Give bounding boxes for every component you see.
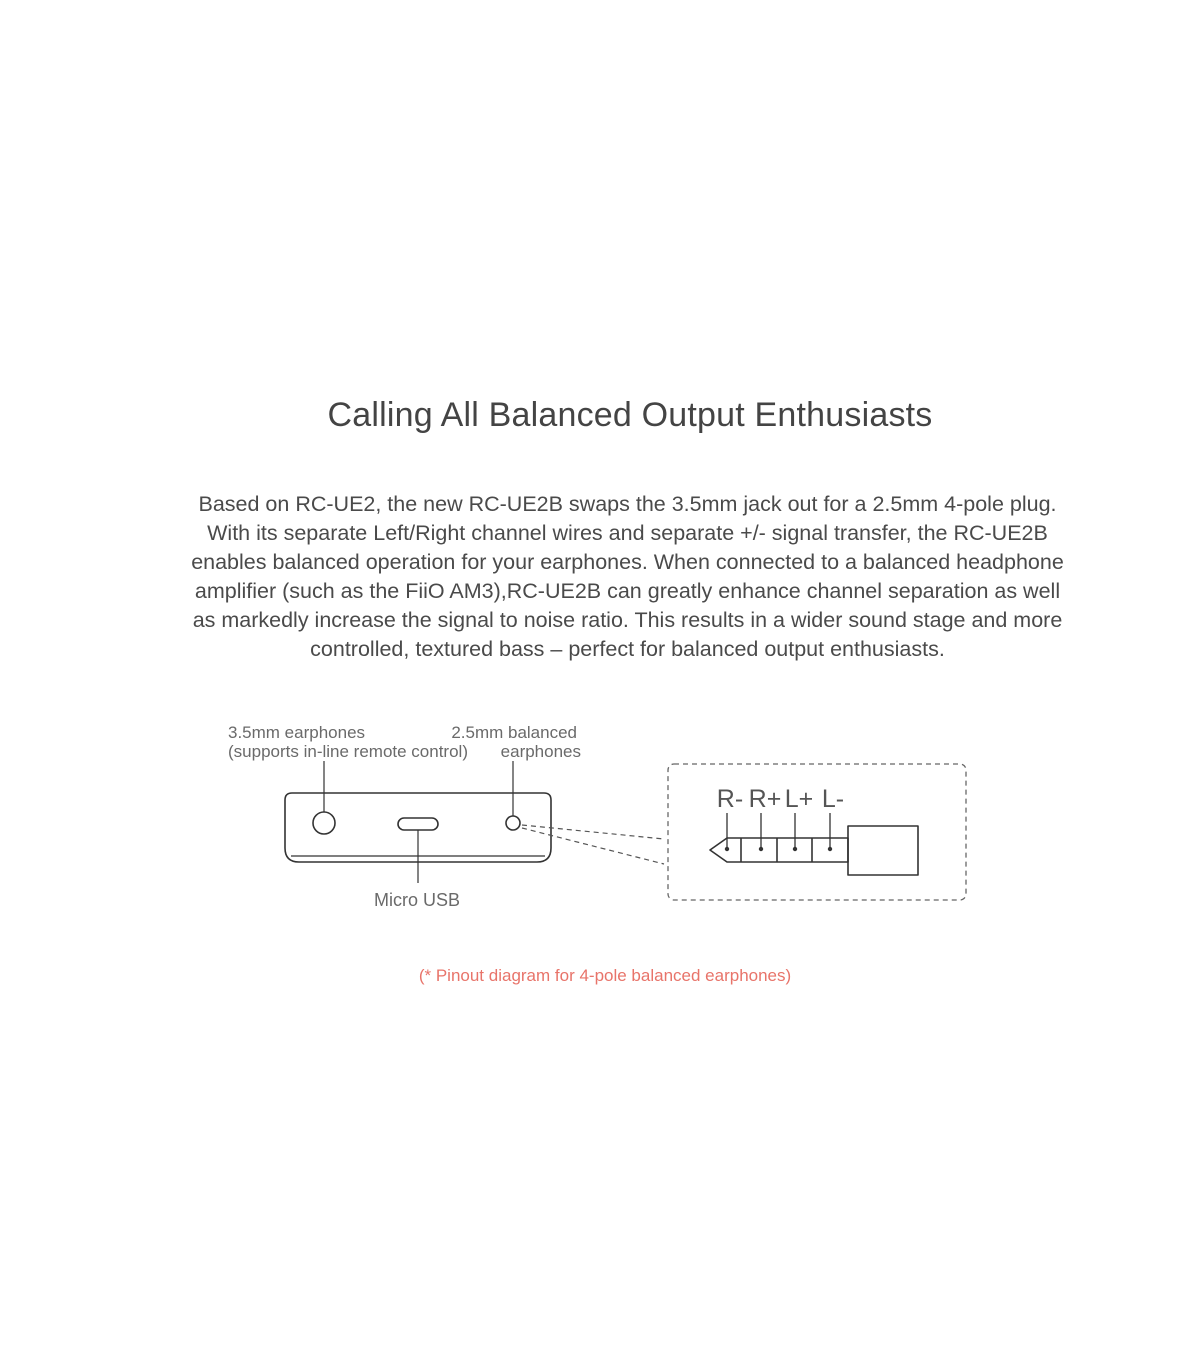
- jack-25mm-icon: [506, 816, 520, 830]
- description-line: enables balanced operation for your earphones. When connected to a balanced headphone: [191, 550, 1064, 574]
- pin-dot-l-minus: [828, 847, 832, 851]
- jack-35mm-icon: [313, 812, 335, 834]
- pin-dot-l-plus: [793, 847, 797, 851]
- pin-label-r-minus: R-: [716, 785, 744, 813]
- description-line: Based on RC-UE2, the new RC-UE2B swaps the 3.5mm jack out for a 2.5mm 4-pole plug.: [198, 492, 1057, 516]
- pinout-note: (* Pinout diagram for 4-pole balanced earphones): [418, 966, 792, 985]
- pin-label-l-plus: L+: [784, 785, 814, 813]
- pin-pointers: [727, 813, 830, 847]
- label-35mm-remote: (supports in-line remote control): [228, 742, 468, 761]
- description: [150, 490, 1105, 664]
- callout-line-bottom: [522, 828, 664, 864]
- description-line: as markedly increase the signal to noise ratio. This results in a wider sound stage and more: [192, 608, 1063, 632]
- micro-usb-port-icon: [398, 818, 438, 830]
- label-micro-usb: Micro USB: [373, 890, 461, 910]
- pinout-callout-box: [668, 764, 966, 900]
- pin-dot-r-plus: [759, 847, 763, 851]
- label-25mm-earphones: earphones: [500, 742, 581, 761]
- pin-label-l-minus: L-: [821, 785, 845, 813]
- callout-line-top: [522, 825, 664, 839]
- pin-dot-r-minus: [725, 847, 729, 851]
- label-35mm-earphones: 3.5mm earphones: [228, 723, 366, 742]
- description-line: controlled, textured bass – perfect for balanced output enthusiasts.: [310, 637, 945, 661]
- label-25mm-balanced: 2.5mm balanced: [451, 723, 577, 742]
- description-line: amplifier (such as the FiiO AM3),RC-UE2B can greatly enhance channel separation as well: [194, 579, 1061, 603]
- description-line: With its separate Left/Right channel wires and separate +/- signal transfer, the RC-UE2B: [207, 521, 1048, 545]
- page-title: Calling All Balanced Output Enthusiasts: [327, 396, 933, 434]
- plug-25mm-4pole: [710, 826, 918, 875]
- pin-label-r-plus: R+: [748, 785, 782, 813]
